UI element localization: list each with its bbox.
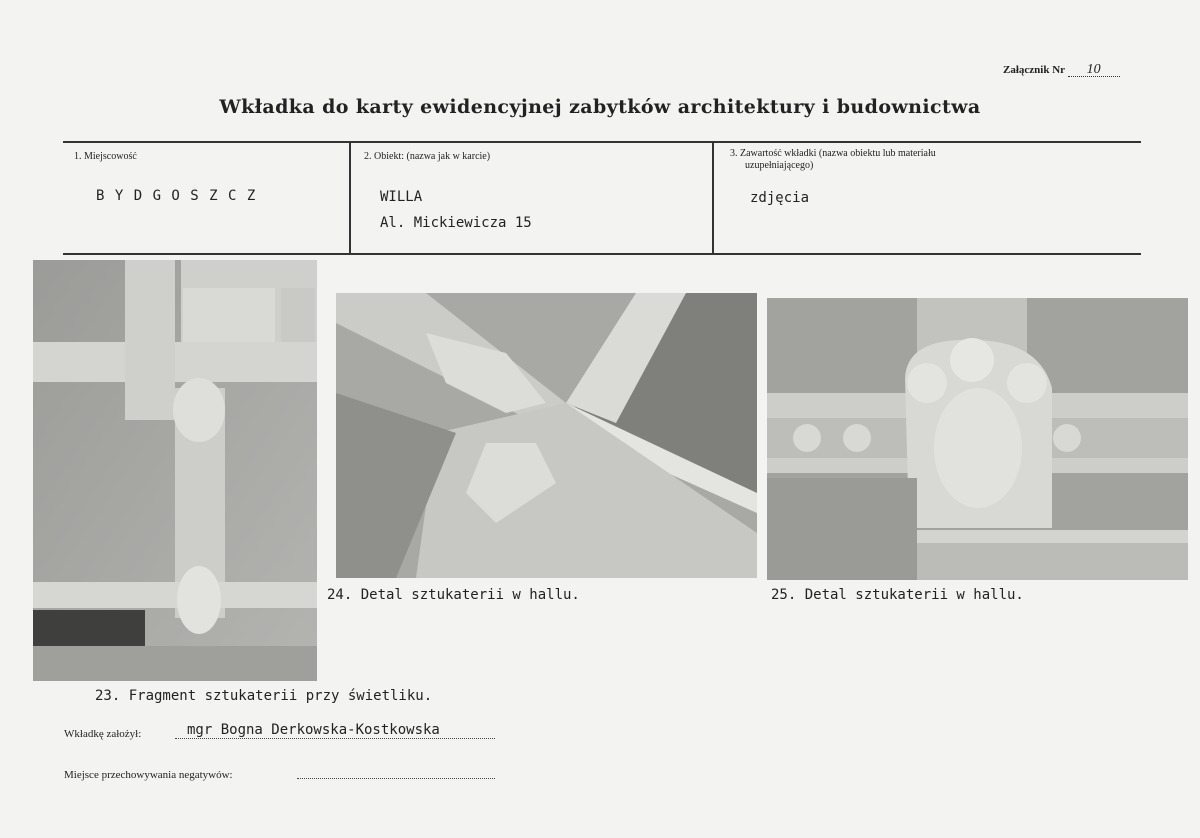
negatives-label: Miejsce przechowywania negatywów:	[64, 769, 233, 781]
photo-stucco-detail-25-image	[767, 298, 1188, 580]
attachment-number	[1003, 64, 1120, 77]
page-title: Wkładka do karty ewidencyjnej zabytków architektury i budownictwa	[219, 96, 981, 118]
contents-value: zdjęcia	[750, 190, 810, 206]
photo-skylight-fragment	[33, 260, 317, 681]
photo-skylight-fragment-image	[33, 260, 317, 681]
author-label: Wkładkę założył:	[64, 728, 142, 740]
header-rule-top	[63, 141, 1141, 143]
author-value: mgr Bogna Derkowska-Kostkowska	[187, 722, 440, 738]
attachment-number-value: 10	[1068, 64, 1120, 77]
caption-photo-24: 24. Detal sztukaterii w hallu.	[327, 587, 580, 603]
object-label: 2. Obiekt: (nazwa jak w karcie)	[364, 151, 491, 162]
caption-photo-25: 25. Detal sztukaterii w hallu.	[771, 587, 1024, 603]
contents-label-line1: 3. Zawartość wkładki (nazwa obiektu lub materiału	[730, 148, 936, 159]
attachment-label: Załącznik Nr	[1003, 64, 1065, 76]
contents-label-line2: uzupełniającego)	[745, 160, 814, 171]
column-divider-1	[349, 143, 351, 253]
place-label: 1. Miejscowość	[74, 151, 137, 162]
object-name: WILLA	[380, 189, 423, 205]
caption-photo-23: 23. Fragment sztukaterii przy świetliku.	[95, 688, 433, 704]
photo-stucco-detail-24	[336, 293, 757, 578]
place-value: B Y D G O S Z C Z	[96, 188, 257, 204]
object-address: Al. Mickiewicza 15	[380, 215, 532, 231]
column-divider-2	[712, 143, 714, 253]
photo-stucco-detail-25	[767, 298, 1188, 580]
header-rule-bottom	[63, 253, 1141, 255]
negatives-dotted-line	[297, 778, 495, 779]
photo-stucco-detail-24-image	[336, 293, 757, 578]
author-dotted-line	[175, 738, 495, 739]
